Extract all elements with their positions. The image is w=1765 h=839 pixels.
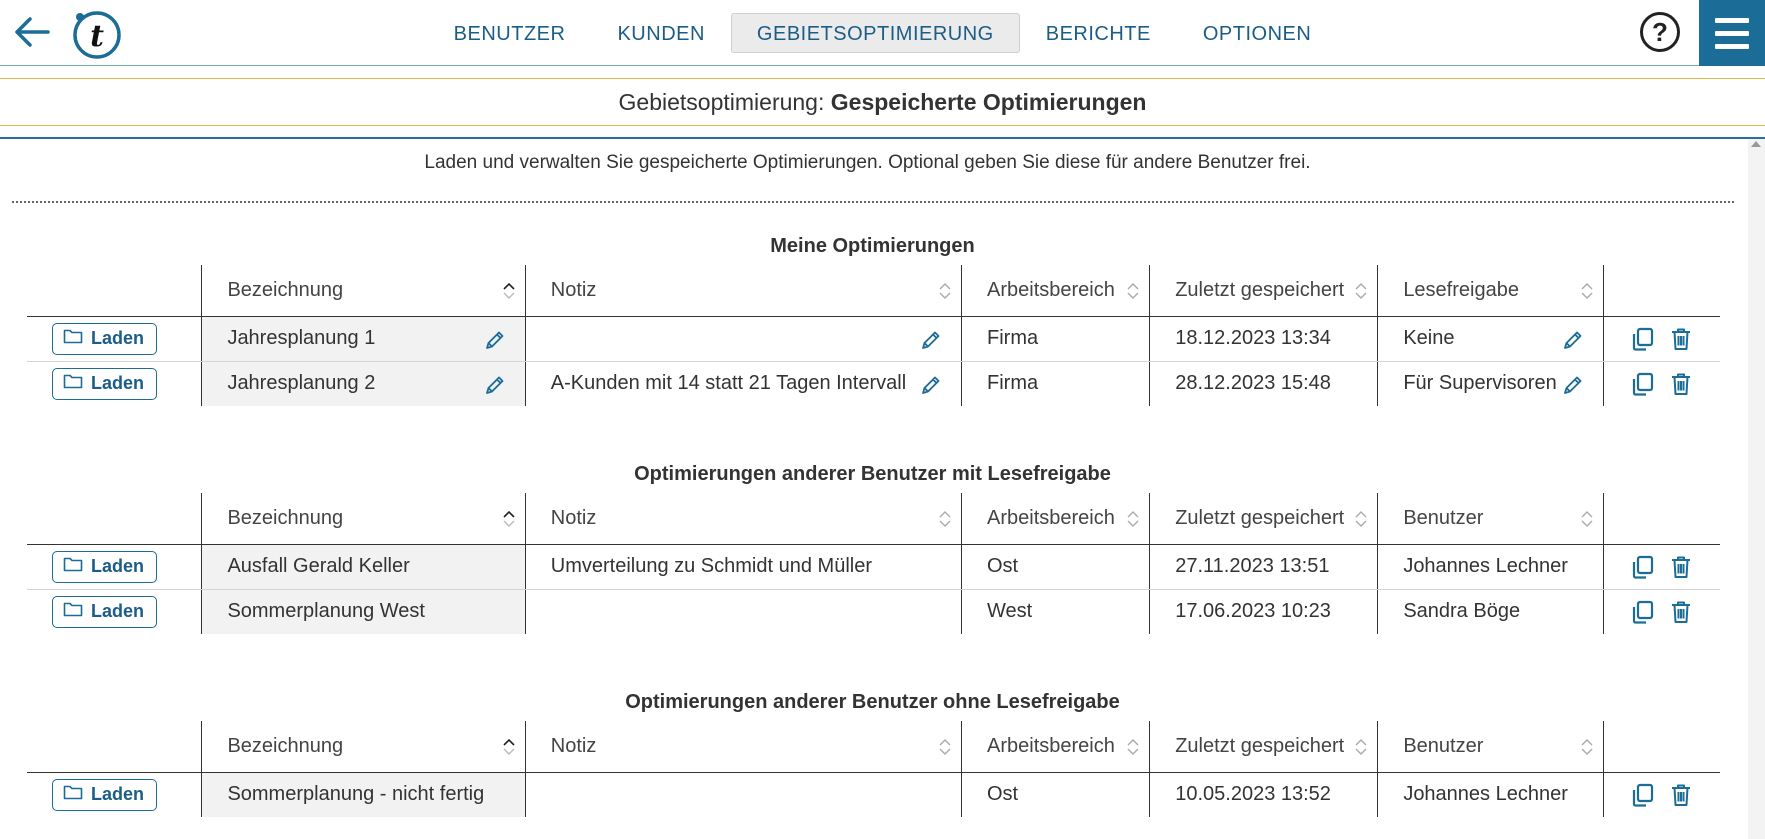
divider (0, 137, 1765, 139)
sort-icon[interactable] (1126, 510, 1140, 528)
sort-icon[interactable] (1580, 510, 1594, 528)
vertical-scrollbar[interactable] (1748, 139, 1765, 839)
actions-cell (1604, 589, 1720, 634)
sort-icon[interactable] (1580, 738, 1594, 756)
table-row (27, 316, 1720, 361)
main-nav (0, 12, 1765, 54)
load-column-header (27, 721, 202, 772)
trash-icon[interactable] (1668, 599, 1694, 625)
sort-icon[interactable] (938, 282, 952, 300)
page-title-main: Gespeicherte Optimierungen (830, 89, 1147, 115)
page-subtitle: Laden und verwalten Sie gespeicherte Optimierungen. Optional geben Sie diese für andere Benutzer frei. (424, 152, 1311, 173)
actions-cell (1604, 316, 1720, 361)
area-cell: Ost (962, 544, 1150, 589)
area-cell: Ost (962, 772, 1150, 817)
load-column-header (27, 493, 202, 544)
saved-date-cell: 28.12.2023 15:48 (1150, 361, 1378, 406)
nav-tab-optionen[interactable]: OPTIONEN (1202, 23, 1312, 45)
user-cell: Johannes Lechner (1378, 772, 1604, 817)
column-header[interactable]: Notiz (525, 721, 961, 772)
trash-icon[interactable] (1668, 782, 1694, 808)
sort-ascending-icon[interactable] (502, 510, 516, 528)
column-header[interactable]: Benutzer (1378, 721, 1604, 772)
column-header[interactable]: Zuletzt gespeichert (1150, 493, 1378, 544)
saved-date-cell: 10.05.2023 13:52 (1150, 772, 1378, 817)
area-cell: Firma (962, 316, 1150, 361)
copy-icon[interactable] (1629, 371, 1655, 397)
nav-tab-berichte[interactable]: BERICHTE (1045, 23, 1151, 45)
edit-pencil-icon[interactable] (919, 373, 943, 397)
note-cell: A-Kunden mit 14 statt 21 Tagen Intervall (525, 361, 961, 406)
column-header[interactable]: Lesefreigabe (1378, 265, 1604, 316)
section-title: Optimierungen anderer Benutzer mit Lesefreigabe (634, 463, 1111, 485)
actions-cell (1604, 361, 1720, 406)
table-row (27, 544, 1720, 589)
folder-icon (63, 556, 83, 577)
name-cell: Sommerplanung West (202, 589, 525, 634)
page-title (0, 78, 1765, 126)
sort-icon[interactable] (938, 510, 952, 528)
trash-icon[interactable] (1668, 326, 1694, 352)
trash-icon[interactable] (1668, 371, 1694, 397)
load-button[interactable]: Laden (52, 596, 157, 628)
copy-icon[interactable] (1629, 599, 1655, 625)
load-column-header (27, 265, 202, 316)
folder-icon (63, 373, 83, 394)
load-button[interactable]: Laden (52, 368, 157, 400)
top-bar (0, 0, 1765, 66)
sort-icon[interactable] (1126, 738, 1140, 756)
note-cell (525, 316, 961, 361)
sort-icon[interactable] (1580, 282, 1594, 300)
nav-tab-kunden[interactable]: KUNDEN (617, 23, 705, 45)
actions-cell (1604, 772, 1720, 817)
section-title: Optimierungen anderer Benutzer ohne Lesefreigabe (625, 691, 1120, 713)
load-button[interactable]: Laden (52, 323, 157, 355)
help-button[interactable]: ? (1640, 12, 1680, 52)
saved-date-cell: 17.06.2023 10:23 (1150, 589, 1378, 634)
sort-icon[interactable] (938, 738, 952, 756)
trash-icon[interactable] (1668, 554, 1694, 580)
column-header[interactable]: Arbeitsbereich (962, 493, 1150, 544)
sort-icon[interactable] (1126, 282, 1140, 300)
name-cell: Ausfall Gerald Keller (202, 544, 525, 589)
table-row (27, 361, 1720, 406)
folder-icon (63, 328, 83, 349)
area-cell: Firma (962, 361, 1150, 406)
name-cell: Jahresplanung 1 (202, 316, 525, 361)
column-header[interactable]: Zuletzt gespeichert (1150, 721, 1378, 772)
section-title: Meine Optimierungen (770, 235, 975, 257)
column-header[interactable]: Bezeichnung (202, 721, 525, 772)
sort-icon[interactable] (1354, 282, 1368, 300)
saved-date-cell: 27.11.2023 13:51 (1150, 544, 1378, 589)
name-cell: Sommerplanung - nicht fertig (202, 772, 525, 817)
folder-icon (63, 601, 83, 622)
sort-ascending-icon[interactable] (502, 738, 516, 756)
sort-ascending-icon[interactable] (502, 282, 516, 300)
nav-tab-gebietsoptimierung[interactable]: GEBIETSOPTIMIERUNG (731, 13, 1020, 53)
column-header[interactable]: Arbeitsbereich (962, 265, 1150, 316)
scroll-up-arrow-icon[interactable] (1751, 141, 1761, 147)
edit-pencil-icon[interactable] (483, 328, 507, 352)
sort-icon[interactable] (1354, 738, 1368, 756)
note-cell: Umverteilung zu Schmidt und Müller (525, 544, 961, 589)
column-header[interactable]: Bezeichnung (202, 493, 525, 544)
note-cell (525, 772, 961, 817)
copy-icon[interactable] (1629, 782, 1655, 808)
hamburger-menu-icon[interactable] (1699, 0, 1765, 66)
saved-date-cell: 18.12.2023 13:34 (1150, 316, 1378, 361)
column-header[interactable]: Benutzer (1378, 493, 1604, 544)
column-header[interactable]: Notiz (525, 493, 961, 544)
copy-icon[interactable] (1629, 326, 1655, 352)
edit-pencil-icon[interactable] (483, 373, 507, 397)
edit-pencil-icon[interactable] (919, 328, 943, 352)
load-button[interactable]: Laden (52, 551, 157, 583)
load-button[interactable]: Laden (52, 779, 157, 811)
optimizations-table (27, 721, 1720, 817)
actions-column-header (1604, 493, 1720, 544)
copy-icon[interactable] (1629, 554, 1655, 580)
column-header[interactable]: Bezeichnung (202, 265, 525, 316)
column-header[interactable]: Notiz (525, 265, 961, 316)
sort-icon[interactable] (1354, 510, 1368, 528)
nav-tab-benutzer[interactable]: BENUTZER (453, 23, 566, 45)
actions-column-header (1604, 721, 1720, 772)
user-cell: Johannes Lechner (1378, 544, 1604, 589)
optimizations-table (27, 493, 1720, 634)
edit-pencil-icon[interactable] (1561, 328, 1585, 352)
svg-text:t: t (90, 19, 104, 54)
table-row (27, 772, 1720, 817)
actions-cell (1604, 544, 1720, 589)
share-cell: Keine (1378, 316, 1604, 361)
column-header[interactable]: Arbeitsbereich (962, 721, 1150, 772)
area-cell: West (962, 589, 1150, 634)
optimizations-table (27, 265, 1720, 406)
share-cell: Für Supervisoren (1378, 361, 1604, 406)
dotted-divider (12, 201, 1734, 203)
name-cell: Jahresplanung 2 (202, 361, 525, 406)
edit-pencil-icon[interactable] (1561, 373, 1585, 397)
column-header[interactable]: Zuletzt gespeichert (1150, 265, 1378, 316)
page-title-prefix: Gebietsoptimierung: (618, 89, 831, 115)
note-cell (525, 589, 961, 634)
user-cell: Sandra Böge (1378, 589, 1604, 634)
table-row (27, 589, 1720, 634)
actions-column-header (1604, 265, 1720, 316)
folder-icon (63, 784, 83, 805)
